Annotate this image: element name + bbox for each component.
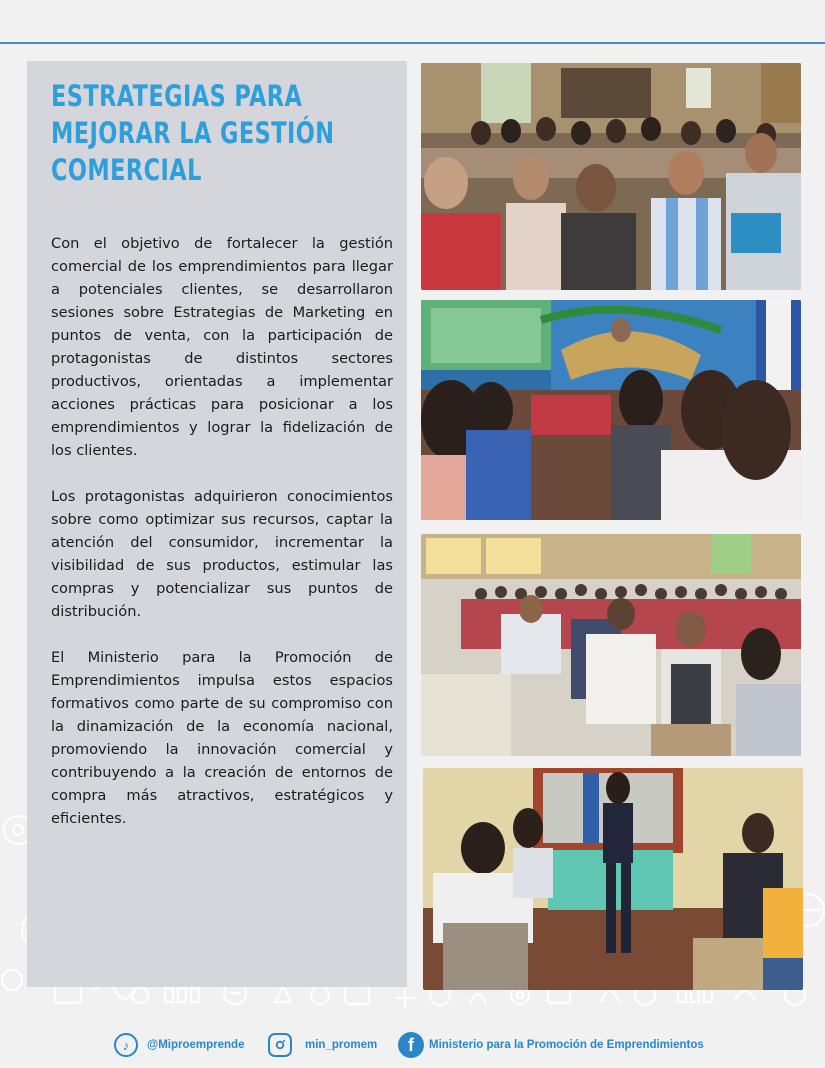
social-footer	[0, 1028, 825, 1062]
instagram-icon	[268, 1033, 292, 1057]
instagram-link[interactable]	[268, 1028, 377, 1062]
article-body	[51, 232, 393, 853]
workshop-photo-1	[421, 63, 801, 290]
top-rule	[0, 42, 825, 44]
paragraph-1: Con el objetivo de fortalecer la gestión comercial de los emprendimientos para llegar a potenciales clientes, se desarrollaron sesiones sobre Estrategias de Marketing en puntos de venta, con la participación de protagonistas de distintos sectores productivos, orientadas a implementar acciones prácticas para posicionar a los emprendimientos y lograr la fidelización de los clientes.	[51, 235, 393, 459]
article-title	[51, 78, 335, 189]
workshop-photo-3	[421, 534, 801, 756]
instagram-handle: min_promem	[305, 1039, 378, 1051]
tiktok-link[interactable]	[114, 1028, 244, 1062]
tiktok-icon: ♪	[114, 1033, 138, 1057]
tiktok-handle: @Miproemprende	[147, 1039, 245, 1051]
workshop-photo-4	[423, 768, 803, 990]
facebook-icon: f	[398, 1032, 424, 1058]
paragraph-3: El Ministerio para la Promoción de Emprendimientos impulsa estos espacios formativos como parte de su compromiso con la dinamización de la economía nacional, promoviendo la innovación comercial y contribuyendo a la creación de entornos de compra más atractivos, estratégicos y eficientes.	[51, 649, 393, 827]
facebook-link[interactable]	[398, 1028, 704, 1062]
paragraph-2: Los protagonistas adquirieron conocimientos sobre como optimizar sus recursos, captar la atención del consumidor, incrementar la visibilidad de sus productos, estimular las compras y potencializar sus puntos de distribución.	[51, 488, 393, 620]
workshop-photo-2	[421, 300, 801, 520]
title-line-3: COMERCIAL	[51, 153, 202, 187]
facebook-name: Ministerio para la Promoción de Emprendimientos	[429, 1039, 704, 1051]
title-line-2: MEJORAR LA GESTIÓN	[51, 116, 335, 150]
title-line-1: ESTRATEGIAS PARA	[51, 79, 303, 113]
